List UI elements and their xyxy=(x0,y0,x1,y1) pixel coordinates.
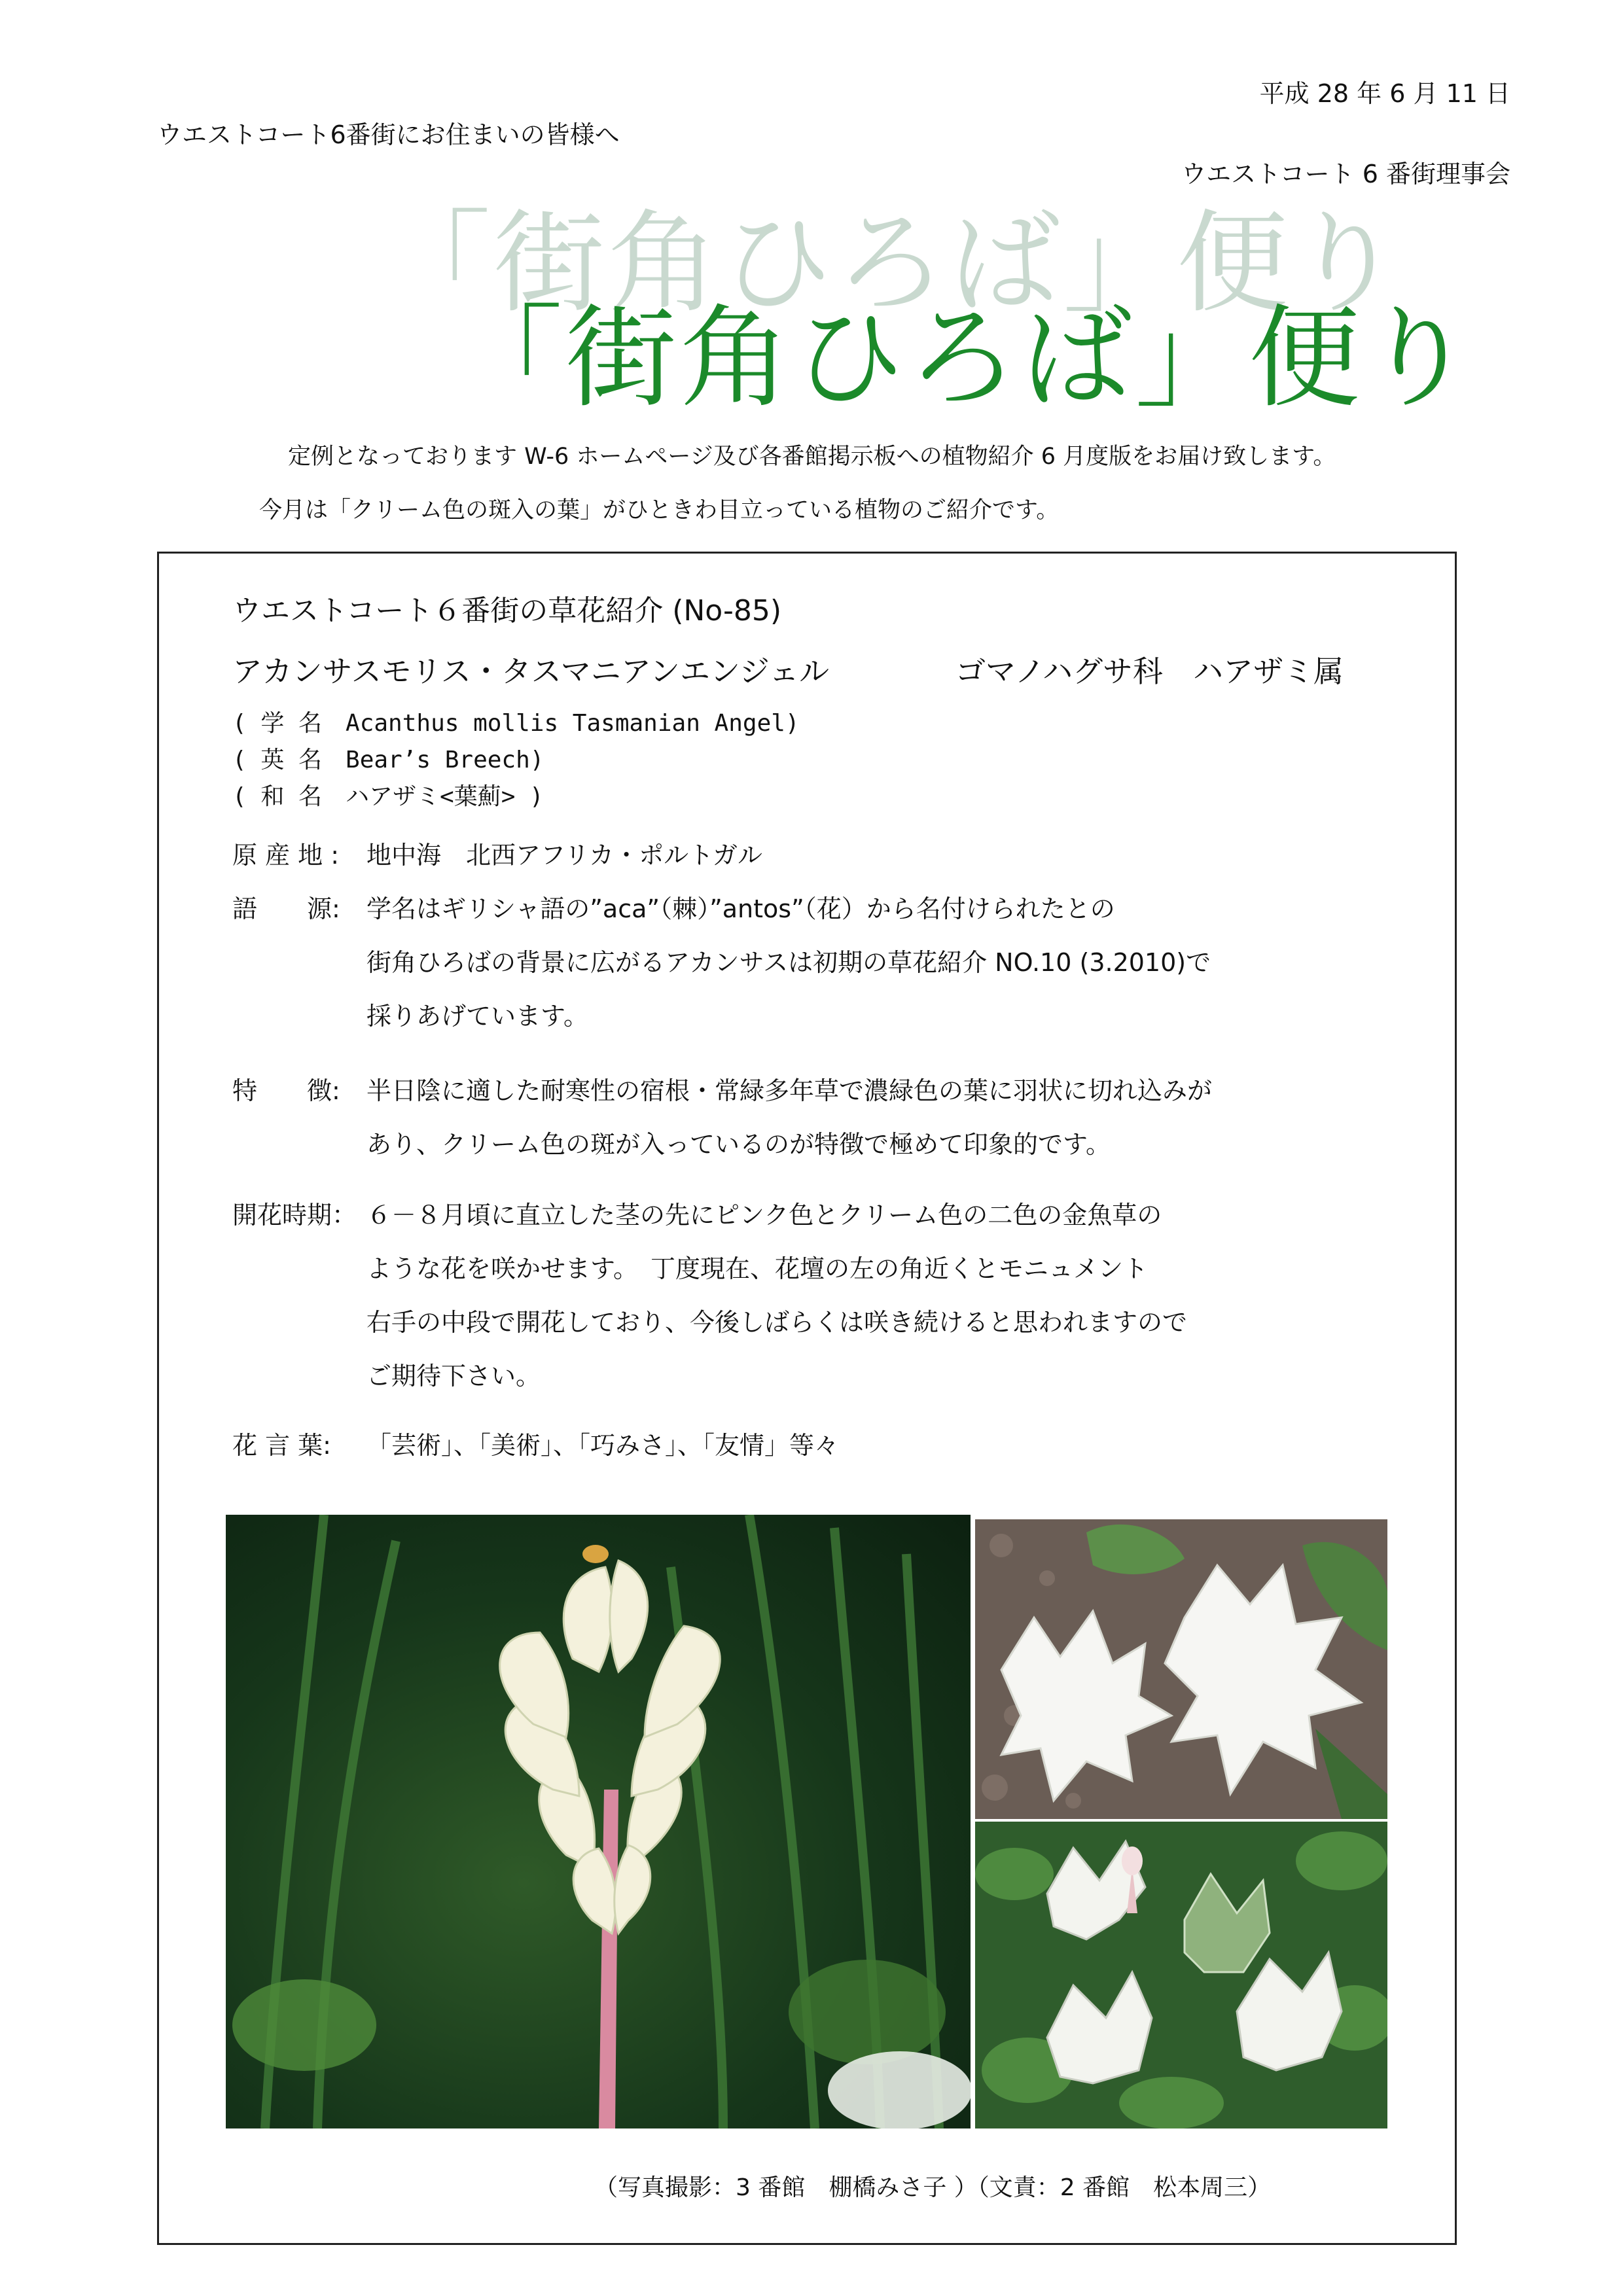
white-leaves-photo-1 xyxy=(975,1519,1387,1819)
flowering-line: 右手の中段で開花しており、今後しばらくは咲き続けると思われますので xyxy=(366,1308,1188,1337)
etymology-label: 語 源: xyxy=(232,894,340,923)
plant-names xyxy=(232,705,800,815)
sender: ウエストコート 6 番街理事会 xyxy=(1181,160,1510,188)
recipient: ウエストコート6番街にお住まいの皆様へ xyxy=(157,120,620,149)
features-field xyxy=(232,1064,1212,1171)
scientific-name: ( 学 名 Acanthus mollis Tasmanian Angel) xyxy=(232,710,800,737)
date: 平成 28 年 6 月 11 日 xyxy=(1259,79,1510,108)
etymology-line: 採りあげています。 xyxy=(366,1002,588,1031)
photo-credit: （写真撮影：3 番館 棚橋みさ子 ）（文責：2 番館 松本周三） xyxy=(594,2174,1272,2201)
intro-line-1: 定例となっております W-6 ホームページ及び各番館掲示板への植物紹介 6 月度版をお届け致します。 xyxy=(288,444,1336,470)
flowering-line: ご期待下さい。 xyxy=(366,1362,541,1390)
plant-name: アカンサスモリス・タスマニアンエンジェル xyxy=(232,654,829,689)
intro-line-2: 今月は「クリーム色の斑入の葉」がひときわ目立っている植物のご紹介です。 xyxy=(259,497,1060,523)
english-name: ( 英 名 Bear’s Breech) xyxy=(232,747,544,773)
flowering-label: 開花時期： xyxy=(232,1201,357,1229)
series-title: ウエストコート６番街の草花紹介 (No-85) xyxy=(232,594,782,627)
origin-label: 原 産 地 : xyxy=(232,841,340,870)
flowering-line: ６－８月頃に直立した茎の先にピンク色とクリーム色の二色の金魚草の xyxy=(366,1201,1162,1229)
plant-family: ゴマノハグサ科 ハアザミ属 xyxy=(955,654,1344,689)
flowering-field xyxy=(232,1188,1187,1403)
flower-language-label: 花 言 葉: xyxy=(232,1431,331,1460)
features-line: あり、クリーム色の斑が入っているのが特徴で極めて印象的です。 xyxy=(366,1130,1111,1159)
japanese-name: ( 和 名 ハアザミ<葉薊> ) xyxy=(232,783,544,810)
flower-spike-photo xyxy=(226,1515,971,2128)
features-label: 特 徴: xyxy=(232,1076,340,1105)
flowering-line: ような花を咲かせます。 丁度現在、花壇の左の角近くとモニュメント xyxy=(366,1254,1148,1283)
etymology-line: 街角ひろばの背景に広がるアカンサスは初期の草花紹介 NO.10 (3.2010)で xyxy=(366,948,1211,977)
etymology-field xyxy=(232,882,1211,1043)
newsletter-title: 「街角ひろば」便り xyxy=(452,294,1477,423)
newsletter-title-shadow: 「街角ひろば」便り xyxy=(380,199,1405,328)
origin-field xyxy=(232,828,762,882)
flower-language-field xyxy=(232,1419,839,1472)
etymology-line: 学名はギリシャ語の”aca”（棘）”antos”（花）から名付けられたとの xyxy=(366,894,1115,923)
origin-text: 地中海 北西アフリカ・ポルトガル xyxy=(366,841,762,870)
white-leaves-photo-2 xyxy=(975,1822,1387,2128)
flower-language-text: 「芸術」、「美術」、「巧みさ」、「友情」等々 xyxy=(366,1431,840,1460)
features-line: 半日陰に適した耐寒性の宿根・常緑多年草で濃緑色の葉に羽状に切れ込みが xyxy=(366,1076,1213,1105)
